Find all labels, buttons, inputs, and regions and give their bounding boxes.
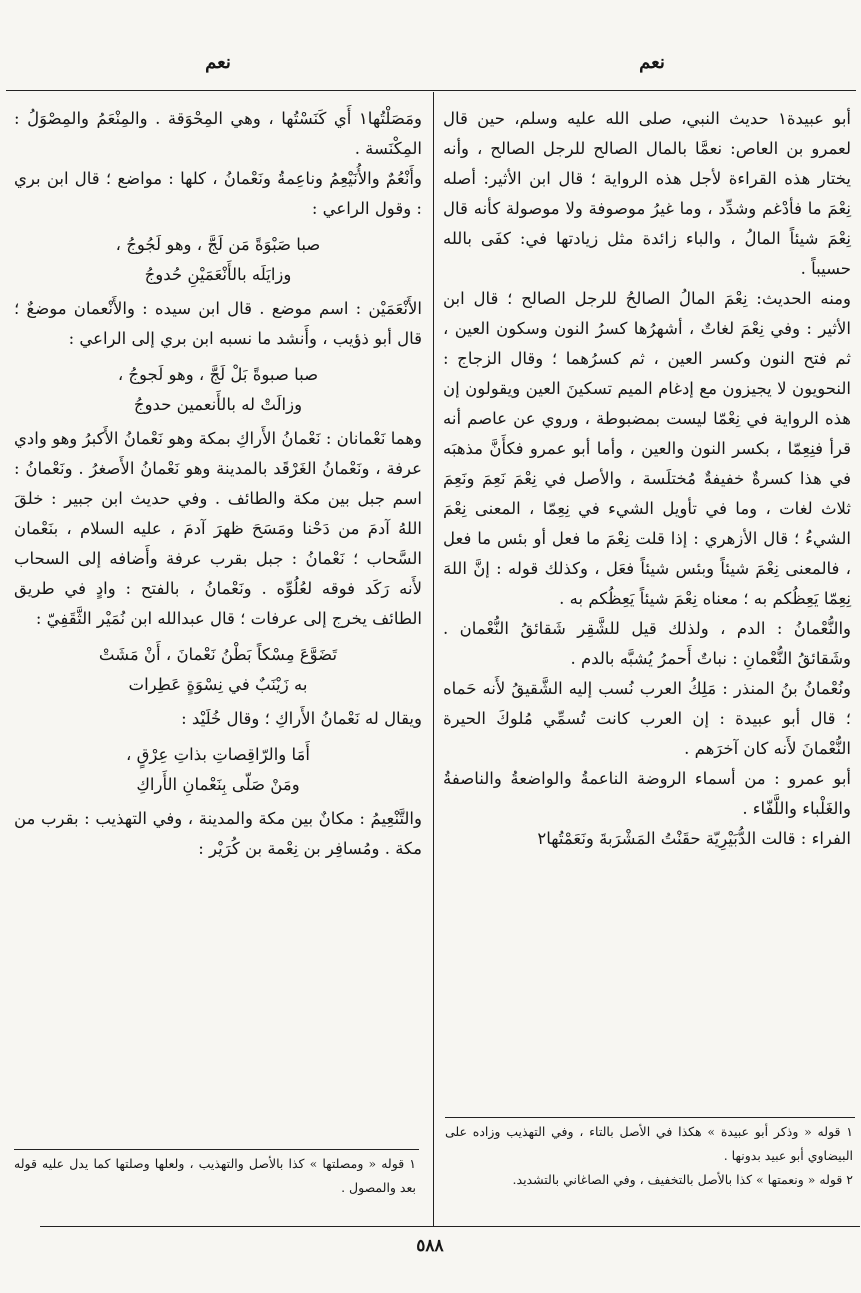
footnotes-right [445, 1120, 853, 1192]
entry-paragraph: وهما نَعْمانان : نَعْمانُ الأَراكِ بمكة وهو نَعْمانُ الأَكبرُ وهو وادي عرفة ، ونَعْمانُ الغَرْقَد بالمدينة وهو نَعْمانُ الأَصغرُ . ونَعْمانُ : اسم جبل بين مكة والطائف . وفي حديث ابن جبير : خلقَ اللهُ آدمَ من دَحْنا ومَسَحَ ظهرَ آدمَ ، عليه السلام ، بنَعْمان السَّحاب ؛ نَعْمانُ : جبل بقرب عرفة وأَضافه إلى السحاب لأَنه رَكَد فوقه لعُلُوِّه . ونَعْمانُ ، بالفتح : وادٍ في طريق الطائف يخرج إلى عرفات ؛ قال عبدالله ابن نُمَيْر الثَّقَفِيّ : [14, 429, 422, 628]
verse-line: ومَنْ صَلّى بِنَعْمانِ الأَراكِ [136, 775, 300, 794]
verse-line: وزالَتْ له بالأَنعمين حدوجُ [133, 395, 303, 414]
entry-paragraph: والنُّعْمانُ : الدم ، ولذلك قيل للشَّقِر شَقائقُ النُّعْمان . وشَقائقُ النُّعْمانِ : نباتٌ أَحمرُ يُشبَّه بالدم . [443, 619, 851, 668]
entry-paragraph: ونُعْمانُ بنُ المنذر : مَلِكُ العرب نُسب إليه الشَّقيقُ لأَنه حَماه ؛ قال أبو عبيدة : إن العرب كانت تُسمِّي مُلوكَ الحيرة النُّعْمانَ لأَنه كان آخرَهم . [443, 679, 851, 758]
entry-paragraph: ومنه الحديث: نِعْمَ المالُ الصالحُ للرجل الصالح ؛ قال ابن الأثير : وفي نِعْمَ لغاتٌ ، أشهرُها كسرُ النون وسكون العين ، ثم فتح النون وكسر العين ، ثم كسرُهما ؛ وقال الزجاج : النحويون لا يجيزون مع إدغام الميم تسكينَ العين ويقولون إن هذه الرواية في نِعْمّا ليست بمضبوطة ، وروي عن عاصم أنه قرأ فنِعِمّا ، بكسر النون والعين ، وأما أبو عمرو فكأَنَّ مذهبَه في هذا كسرةٌ خفيفةٌ مُختلَسة ، والأصل في نِعْمَ نَعِمَ ونَعِمَ ثلاث لغات ، وما في تأويل الشيء في نِعِمّا ، المعنى نِعْمَ الشيءُ ؛ قال الأزهري : إذا قلت نِعْمَ ما فعل أو بئس ما فعل ، فالمعنى نِعْمَ شيئاً وبئس شيئاً فعَل ، وكذلك قوله : إنَّ اللهَ نِعِمّا يَعِظُكم به ؛ معناه نِعْمَ شيئاً يَعِظُكم به . [443, 289, 851, 608]
entry-paragraph: الفراء : قالت الدُّبَيْرِيّة حقَنْتُ المَشْرَبةَ ونَعَمْتُها٢ [537, 829, 851, 848]
entry-paragraph: وأَنْعُمٌ والأُنَيْعِمُ وناعِمةُ ونَعْمانُ ، كلها : مواضع ؛ قال ابن بري : وقول الراعي : [14, 169, 422, 218]
verse-line: أَمَا والرّاقِصاتِ بذاتِ عِرْقٍ ، [126, 745, 310, 764]
page-number: ٥٨٨ [416, 1236, 444, 1256]
verse-line: وزايَلَه بالأَنْعَمَيْنِ حُدوجُ [144, 265, 292, 284]
header-rule [6, 90, 856, 91]
verse-line: صبا صبوةً بَلْ لَجَّ ، وهو لَجوجُ ، [117, 365, 319, 384]
bottom-rule [40, 1226, 860, 1227]
right-column [443, 104, 851, 854]
left-column [14, 104, 422, 864]
footnote: ٢ قوله « ونعمتها » كذا بالأصل بالتخفيف ، وفي الصاغاني بالتشديد. [512, 1172, 853, 1187]
column-divider [433, 92, 434, 1227]
footnote: ١ قوله « ومصلتها » كذا بالأصل والتهذيب ، ولعلها وصلتها كما يدل عليه قوله بعد والمصول . [14, 1156, 416, 1195]
verse-line: صبا صَبْوَةً مَن لَجَّ ، وهو لَجُوجُ ، [115, 235, 321, 254]
entry-paragraph: أبو عمرو : من أسماء الروضة الناعمةُ والواضعةُ والناصفةُ والغَلْباء واللَّفّاء . [443, 769, 851, 818]
footnote-rule-left [14, 1149, 419, 1150]
verse-line: به زَيْنَبٌ في نِسْوَةٍ عَطِرات [128, 675, 308, 694]
entry-paragraph: أبو عبيدة١ حديث النبي، صلى الله عليه وسلم، حين قال لعمرو بن العاص: نعمَّا بالمال الصالح للرجل الصالح ، وأنه يختار هذه القراءة لأجل هذه الرواية ؛ قال ابن الأثير: أصله نِعْمَ ما فأدْغم وشدِّد ، وما غيرُ موصوفة ولا موصولة كأنه قال نِعْمَ شيئاً المالُ ، والباء زائدة مثل زيادتها في: كفَى بالله حسيباً . [443, 109, 851, 278]
running-header-right: نعم [639, 52, 665, 73]
footnote: ١ قوله « وذكر أبو عبيدة » هكذا في الأصل بالتاء ، وفي التهذيب وزاده على البيضاوي أبو عبيد بدونها . [445, 1124, 853, 1163]
running-header-left: نعم [205, 52, 231, 73]
poetry-verse [14, 360, 422, 420]
footnotes-left [14, 1152, 416, 1200]
footnote-rule-right [445, 1117, 855, 1118]
entry-paragraph: الأَنْعَمَيْن : اسم موضع . قال ابن سيده : والأَنْعمان موضعٌ ؛ قال أبو ذؤيب ، وأَنشد ما نسبه ابن بري إلى الراعي : [14, 299, 422, 348]
entry-paragraph: والتَّنْعِيمُ : مكانٌ بين مكة والمدينة ، وفي التهذيب : بقرب من مكة . ومُسافِر بن نِعْمة بن كُرَيْر : [14, 809, 422, 858]
poetry-verse [14, 640, 422, 700]
entry-paragraph: ويقال له نَعْمانُ الأَراكِ ؛ وقال خُلَيْد : [181, 709, 422, 728]
verse-line: تَضَوَّعَ مِسْكاً بَطْنُ نَعْمانَ ، أَنْ مَشَتْ [98, 645, 338, 664]
poetry-verse [14, 230, 422, 290]
poetry-verse [14, 740, 422, 800]
entry-paragraph: ومَصَلْتُها١ أَي كَنَسْتُها ، وهي المِحْوَقة . والمِنْعَمُ والمِصْوَلُ : المِكْنَسة . [14, 109, 422, 158]
